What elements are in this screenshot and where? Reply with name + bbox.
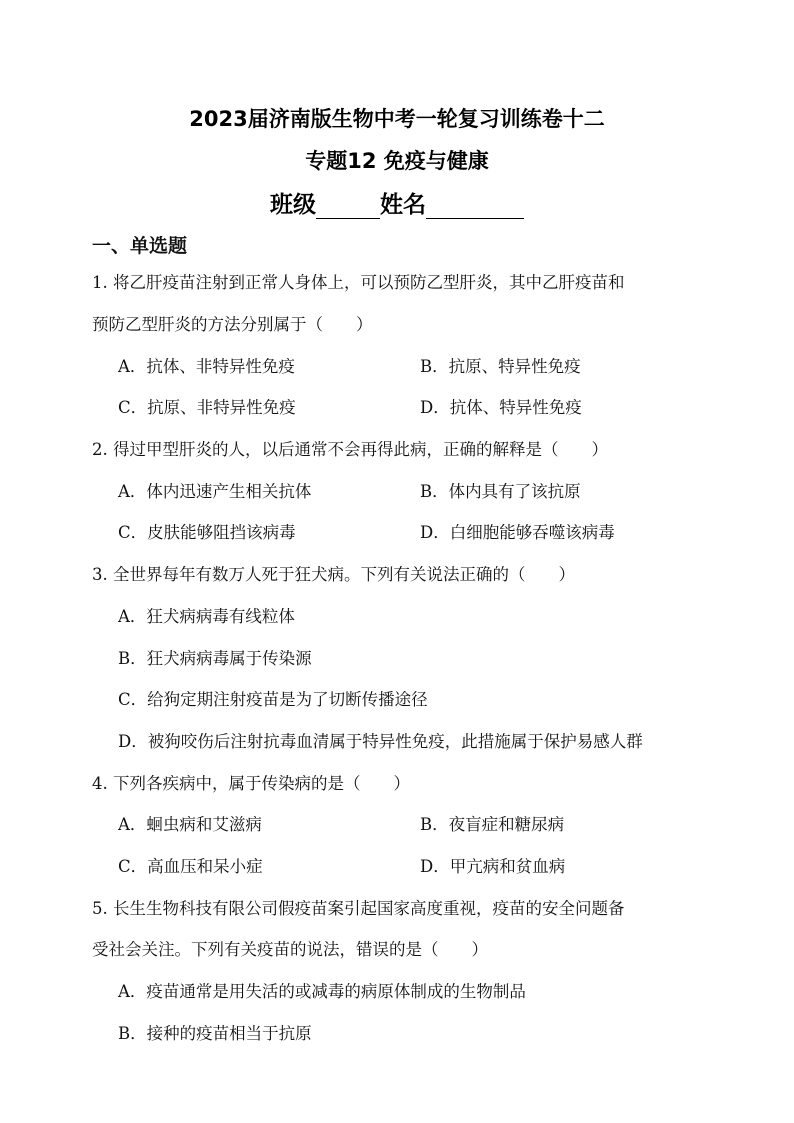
class-label: 班级	[270, 192, 316, 218]
question-5-option-a: A．疫苗通常是用失活的或减毒的病原体制成的生物制品	[118, 982, 526, 1001]
question-4-line-1: 4. 下列各疾病中，属于传染病的是（ ）	[92, 774, 410, 793]
question-2-option-a: A．体内迅速产生相关抗体	[118, 482, 312, 501]
question-4-option-a: A．蛔虫病和艾滋病	[118, 815, 262, 834]
exam-title: 2023届济南版生物中考一轮复习训练卷十二	[189, 107, 605, 131]
question-2-line-1: 2. 得过甲型肝炎的人，以后通常不会再得此病，正确的解释是（ ）	[92, 440, 608, 459]
question-2-option-c: C．皮肤能够阻挡该病毒	[118, 523, 296, 542]
question-3-option-c: C．给狗定期注射疫苗是为了切断传播途径	[118, 690, 428, 709]
question-3-option-d: D．被狗咬伤后注射抗毒血清属于特异性免疫，此措施属于保护易感人群	[118, 732, 643, 751]
question-3-option-a: A．狂犬病病毒有线粒体	[118, 607, 295, 626]
question-4-option-b: B．夜盲症和糖尿病	[420, 815, 565, 834]
question-4-option-c: C．高血压和呆小症	[118, 857, 263, 876]
question-2-option-b: B．体内具有了该抗原	[420, 482, 581, 501]
question-1-line-1: 1. 将乙肝疫苗注射到正常人身体上，可以预防乙型肝炎，其中乙肝疫苗和	[92, 273, 625, 292]
name-label: 姓名	[380, 192, 426, 218]
question-1-option-d: D．抗体、特异性免疫	[420, 398, 582, 417]
question-1-option-b: B．抗原、特异性免疫	[420, 357, 581, 376]
name-blank	[426, 196, 524, 219]
question-1-line-2: 预防乙型肝炎的方法分别属于（ ）	[92, 315, 373, 334]
question-1-option-c: C．抗原、非特异性免疫	[118, 398, 296, 417]
question-1-option-a: A．抗体、非特异性免疫	[118, 357, 295, 376]
question-3-option-b: B．狂犬病病毒属于传染源	[118, 649, 312, 668]
student-info-line	[0, 186, 794, 219]
exam-subtitle: 专题12 免疫与健康	[305, 149, 489, 173]
section-heading: 一、单选题	[92, 235, 188, 257]
question-3-line-1: 3. 全世界每年有数万人死于狂犬病。下列有关说法正确的（ ）	[92, 565, 575, 584]
question-5-line-2: 受社会关注。下列有关疫苗的说法，错误的是（ ）	[92, 940, 488, 959]
question-2-option-d: D．白细胞能够吞噬该病毒	[420, 523, 615, 542]
question-4-option-d: D．甲亢病和贫血病	[420, 857, 566, 876]
question-5-option-b: B．接种的疫苗相当于抗原	[118, 1024, 312, 1043]
class-blank	[316, 196, 380, 219]
question-5-line-1: 5. 长生生物科技有限公司假疫苗案引起国家高度重视，疫苗的安全问题备	[92, 899, 625, 918]
